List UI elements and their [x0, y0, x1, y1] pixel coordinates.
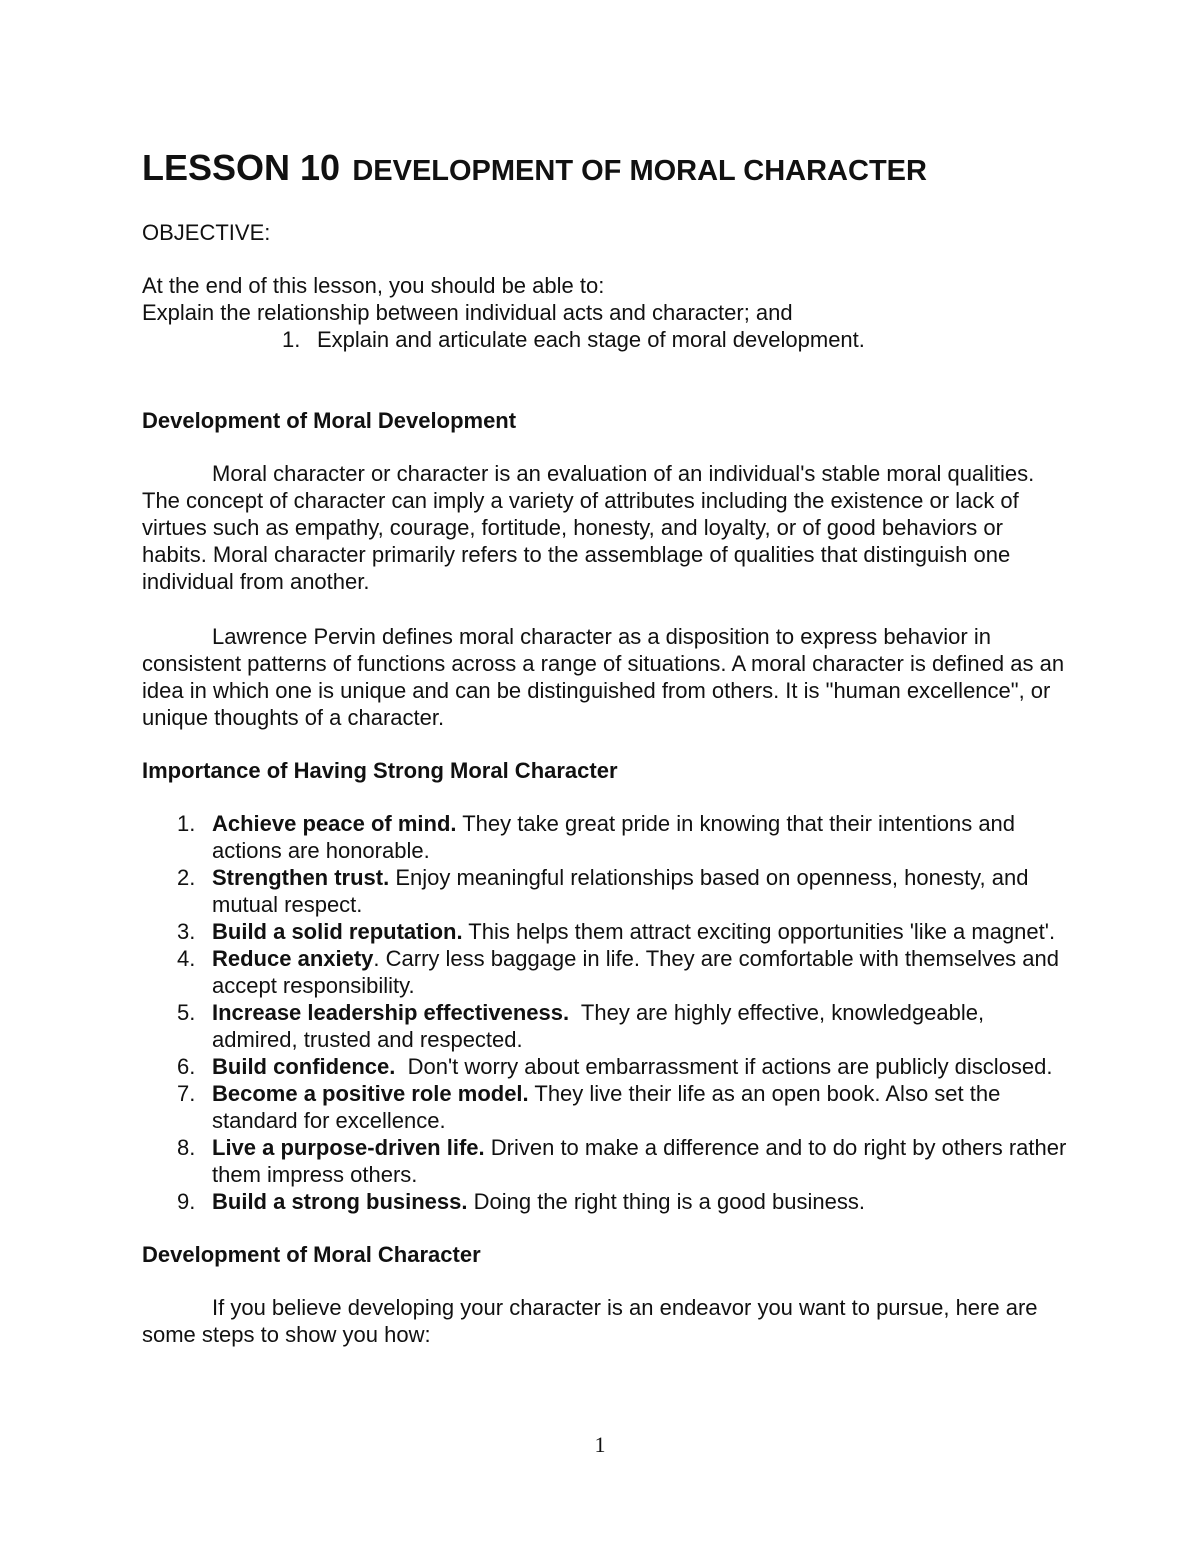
list-item [177, 1053, 1072, 1080]
list-item-text: . Carry less baggage in life. They are comfortable with themselves and accept responsibility. [212, 946, 1066, 998]
list-item [177, 1134, 1072, 1188]
lesson-title [142, 143, 1072, 194]
list-item-body [212, 1053, 1072, 1080]
list-item-body [212, 810, 1072, 864]
list-item-text: Enjoy meaningful relationships based on openness, honesty, and mutual respect. [212, 865, 1035, 917]
lesson-topic: DEVELOPMENT OF MORAL CHARACTER [352, 155, 927, 187]
paragraph: Lawrence Pervin defines moral character as a disposition to express behavior in consistent patterns of functions across a range of situations. A moral character is defined as an idea in which one is unique and can be distinguished from others. It is "human excellence", or unique thoughts of a character. [142, 624, 1065, 730]
list-item-body [212, 918, 1072, 945]
list-item [177, 1080, 1072, 1134]
list-item-number: 4. [177, 946, 196, 971]
list-item-lead: Reduce anxiety [212, 946, 374, 971]
list-item-lead: Achieve peace of mind. [212, 811, 457, 836]
list-item-text: They are highly effective, knowledgeable, admired, trusted and respected. [212, 1000, 991, 1052]
list-item-body [212, 864, 1072, 918]
list-item-text: They live their life as an open book. Also set the standard for excellence. [212, 1081, 1007, 1133]
objective-item-number: 1. [282, 327, 301, 352]
page-number: 1 [594, 1432, 606, 1457]
list-item-lead: Build confidence. [212, 1054, 396, 1079]
list-item-lead: Become a positive role model. [212, 1081, 529, 1106]
document-content [142, 143, 1072, 1348]
objective-item [282, 326, 1072, 353]
list-item-number: 6. [177, 1054, 196, 1079]
list-item-body [212, 1134, 1072, 1188]
list-item-body [212, 1188, 1072, 1215]
section-heading: Importance of Having Strong Moral Character [142, 758, 618, 783]
list-item [177, 945, 1072, 999]
list-item-lead: Build a solid reputation. [212, 919, 463, 944]
section-heading: Development of Moral Character [142, 1242, 481, 1267]
list-item-text: This helps them attract exciting opportunities 'like a magnet'. [462, 919, 1056, 944]
objective-item-text: Explain and articulate each stage of moral development. [317, 327, 865, 352]
list-item-text: They take great pride in knowing that their intentions and actions are honorable. [212, 811, 1022, 863]
section-heading: Development of Moral Development [142, 408, 517, 433]
list-item-text: Don't worry about embarrassment if actions are publicly disclosed. [395, 1054, 1053, 1079]
list-item [177, 999, 1072, 1053]
list-item-lead: Increase leadership effectiveness. [212, 1000, 570, 1025]
list-item-lead: Strengthen trust. [212, 865, 390, 890]
list-item [177, 918, 1072, 945]
objective-label: OBJECTIVE: [142, 220, 271, 245]
list-item [177, 810, 1072, 864]
list-item-number: 2. [177, 865, 196, 890]
list-item-body [212, 999, 1072, 1053]
list-item-lead: Live a purpose-driven life. [212, 1135, 485, 1160]
list-item-number: 1. [177, 811, 196, 836]
list-item-number: 8. [177, 1135, 196, 1160]
list-item-number: 7. [177, 1081, 196, 1106]
list-item [177, 864, 1072, 918]
list-item-text: Driven to make a difference and to do right by others rather them impress others. [212, 1135, 1073, 1187]
list-item-text: Doing the right thing is a good business. [467, 1189, 865, 1214]
importance-list [177, 810, 1072, 1215]
paragraph: If you believe developing your character is an endeavor you want to pursue, here are some steps to show you how: [142, 1295, 1038, 1347]
list-item-lead: Build a strong business. [212, 1189, 468, 1214]
list-item-number: 9. [177, 1189, 196, 1214]
list-item [177, 1188, 1072, 1215]
intro-line: At the end of this lesson, you should be able to: [142, 273, 605, 298]
list-item-number: 5. [177, 1000, 196, 1025]
paragraph: Moral character or character is an evaluation of an individual's stable moral qualities. The concept of character can imply a variety of attributes including the existence or lack of virtues such as empathy, courage, fortitude, honesty, and loyalty, or of good behaviors or habits. Moral character primarily refers to the assemblage of qualities that distinguish one individual from another. [142, 461, 1035, 594]
list-item-body [212, 1080, 1072, 1134]
intro-line: Explain the relationship between individual acts and character; and [142, 300, 793, 325]
list-item-body [212, 945, 1072, 999]
list-item-number: 3. [177, 919, 196, 944]
lesson-number: LESSON 10 [142, 147, 341, 188]
